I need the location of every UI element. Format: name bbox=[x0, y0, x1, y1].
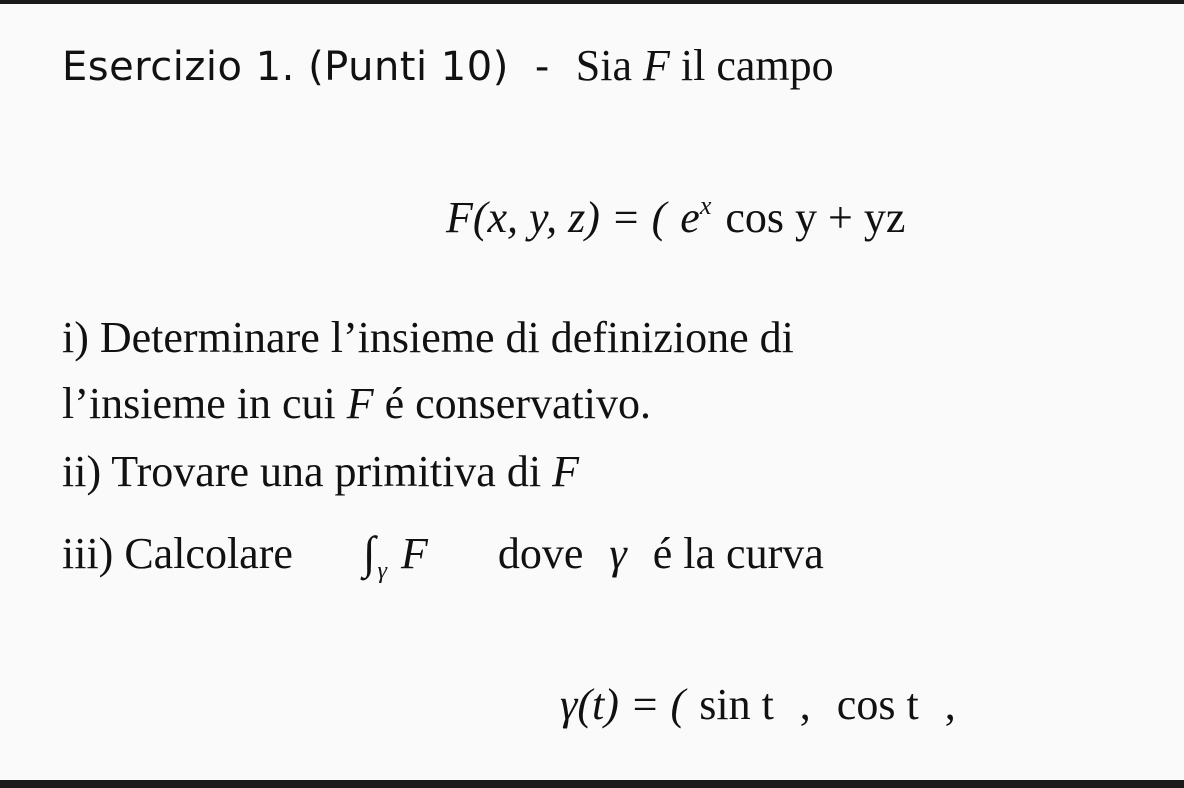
curve-cos: cos t bbox=[836, 680, 919, 729]
item-i-text: i) Determinare l’insieme di definizione di bbox=[62, 313, 794, 362]
integral-subscript: γ bbox=[377, 558, 387, 584]
field-formula bbox=[446, 193, 905, 240]
item-iii-dove: dove bbox=[497, 529, 584, 578]
item-i-line1 bbox=[62, 313, 794, 362]
item-i-line2 bbox=[62, 379, 651, 428]
curve-sin: sin t bbox=[699, 680, 774, 729]
field-exp-base: e bbox=[680, 193, 700, 242]
bottom-border bbox=[0, 780, 1184, 788]
item-ii-text: ii) Trovare una primitiva di bbox=[62, 447, 542, 496]
item-i-line2-prefix: l’insieme in cui bbox=[62, 379, 336, 428]
intro-sia: Sia bbox=[575, 41, 632, 90]
field-formula-lhs: F(x, y, z) = ( bbox=[446, 193, 667, 242]
heading-dash: - bbox=[534, 44, 550, 90]
integral-field-symbol: F bbox=[400, 529, 428, 578]
field-exp-power: x bbox=[699, 191, 712, 220]
item-ii-field-symbol: F bbox=[552, 447, 579, 496]
exercise-heading: Esercizio 1. (Punti 10) bbox=[62, 44, 509, 90]
item-iii-gamma: γ bbox=[609, 529, 627, 578]
integral-sign: ∫ bbox=[362, 527, 376, 578]
item-i-field-symbol: F bbox=[346, 379, 374, 428]
item-ii-line bbox=[62, 447, 579, 496]
top-border bbox=[0, 0, 1184, 4]
curve-formula bbox=[560, 680, 956, 729]
item-iii-line bbox=[62, 527, 824, 584]
item-i-line2-suffix: é conservativo. bbox=[384, 379, 651, 428]
curve-comma-1: , bbox=[799, 680, 811, 729]
intro-rest: il campo bbox=[680, 41, 834, 90]
intro-field-symbol: F bbox=[642, 41, 670, 90]
curve-formula-lhs: γ(t) = ( bbox=[560, 680, 686, 729]
field-formula-rhs: cos y + yz bbox=[725, 193, 906, 242]
curve-comma-2: , bbox=[944, 680, 956, 729]
exercise-heading-line bbox=[62, 41, 834, 90]
item-iii-label: iii) Calcolare bbox=[62, 529, 293, 578]
item-iii-rest: é la curva bbox=[652, 529, 824, 578]
